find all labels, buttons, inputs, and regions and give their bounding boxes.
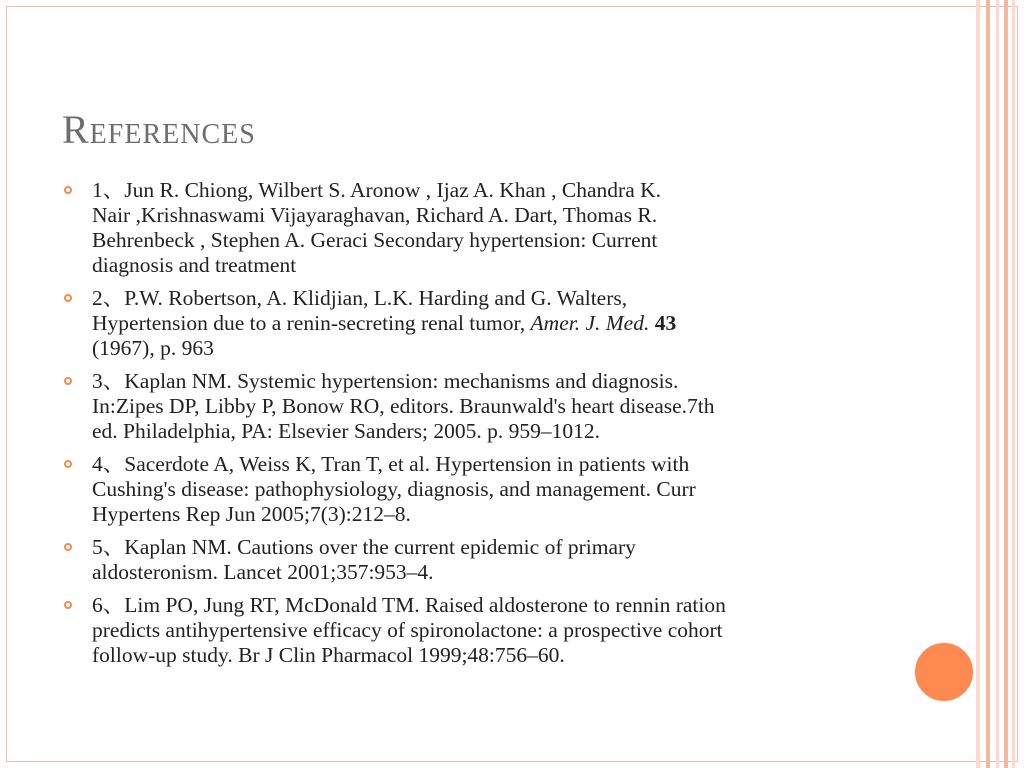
reference-text: 3、Kaplan NM. Systemic hypertension: mechanisms and diagnosis. In:Zipes DP, Libby P, Bonow RO, editors. Braunwald's heart disease.7th ed. Philadelphia, PA: Elsevier Sanders; 2005. p. 959–1012.	[92, 369, 715, 443]
decorative-stripe	[976, 0, 980, 768]
orange-circle-decoration	[913, 641, 975, 703]
decorative-stripe	[1004, 0, 1008, 768]
reference-text: 1、Jun R. Chiong, Wilbert S. Aronow , Ijaz A. Khan , Chandra K. Nair ,Krishnaswami Vijayaraghavan, Richard A. Dart, Thomas R. Behrenbeck , Stephen A. Geraci Secondary hypertension: Current diagnosis and treatment	[92, 178, 662, 277]
reference-list	[62, 178, 962, 676]
reference-item	[62, 178, 962, 278]
reference-text: 6、Lim PO, Jung RT, McDonald TM. Raised aldosterone to rennin ration predicts antihypertensive efficacy of spironolactone: a prospective cohort follow-up study. Br J Clin Pharmacol 1999;48:756–60.	[92, 593, 726, 667]
ring-bullet-icon	[64, 186, 72, 194]
slide-title: References	[62, 107, 256, 152]
journal-name: Amer. J. Med.	[530, 311, 650, 335]
decorative-stripe	[986, 0, 990, 768]
reference-item	[62, 369, 962, 444]
ring-bullet-icon	[64, 460, 72, 468]
reference-item	[62, 286, 962, 361]
ring-bullet-icon	[64, 601, 72, 609]
reference-text: 4、Sacerdote A, Weiss K, Tran T, et al. Hypertension in patients with Cushing's disease: pathophysiology, diagnosis, and management. Curr Hypertens Rep Jun 2005;7(3):212–8.	[92, 452, 696, 526]
reference-item	[62, 452, 962, 527]
ring-bullet-icon	[64, 294, 72, 302]
journal-volume: 43	[654, 311, 677, 335]
reference-text-main: 2、P.W. Robertson, A. Klidjian, L.K. Harding and G. Walters, Hypertension due to a renin-secreting renal tumor,	[92, 286, 628, 335]
decorative-stripe	[1012, 0, 1015, 768]
ring-bullet-icon	[64, 377, 72, 385]
reference-text	[92, 286, 962, 361]
reference-text-tail: (1967), p. 963	[92, 336, 214, 360]
reference-item	[62, 593, 962, 668]
reference-text: 5、Kaplan NM. Cautions over the current epidemic of primary aldosteronism. Lancet 2001;357:953–4.	[92, 535, 636, 584]
decorative-stripe	[996, 0, 999, 768]
reference-item	[62, 535, 962, 585]
ring-bullet-icon	[64, 543, 72, 551]
